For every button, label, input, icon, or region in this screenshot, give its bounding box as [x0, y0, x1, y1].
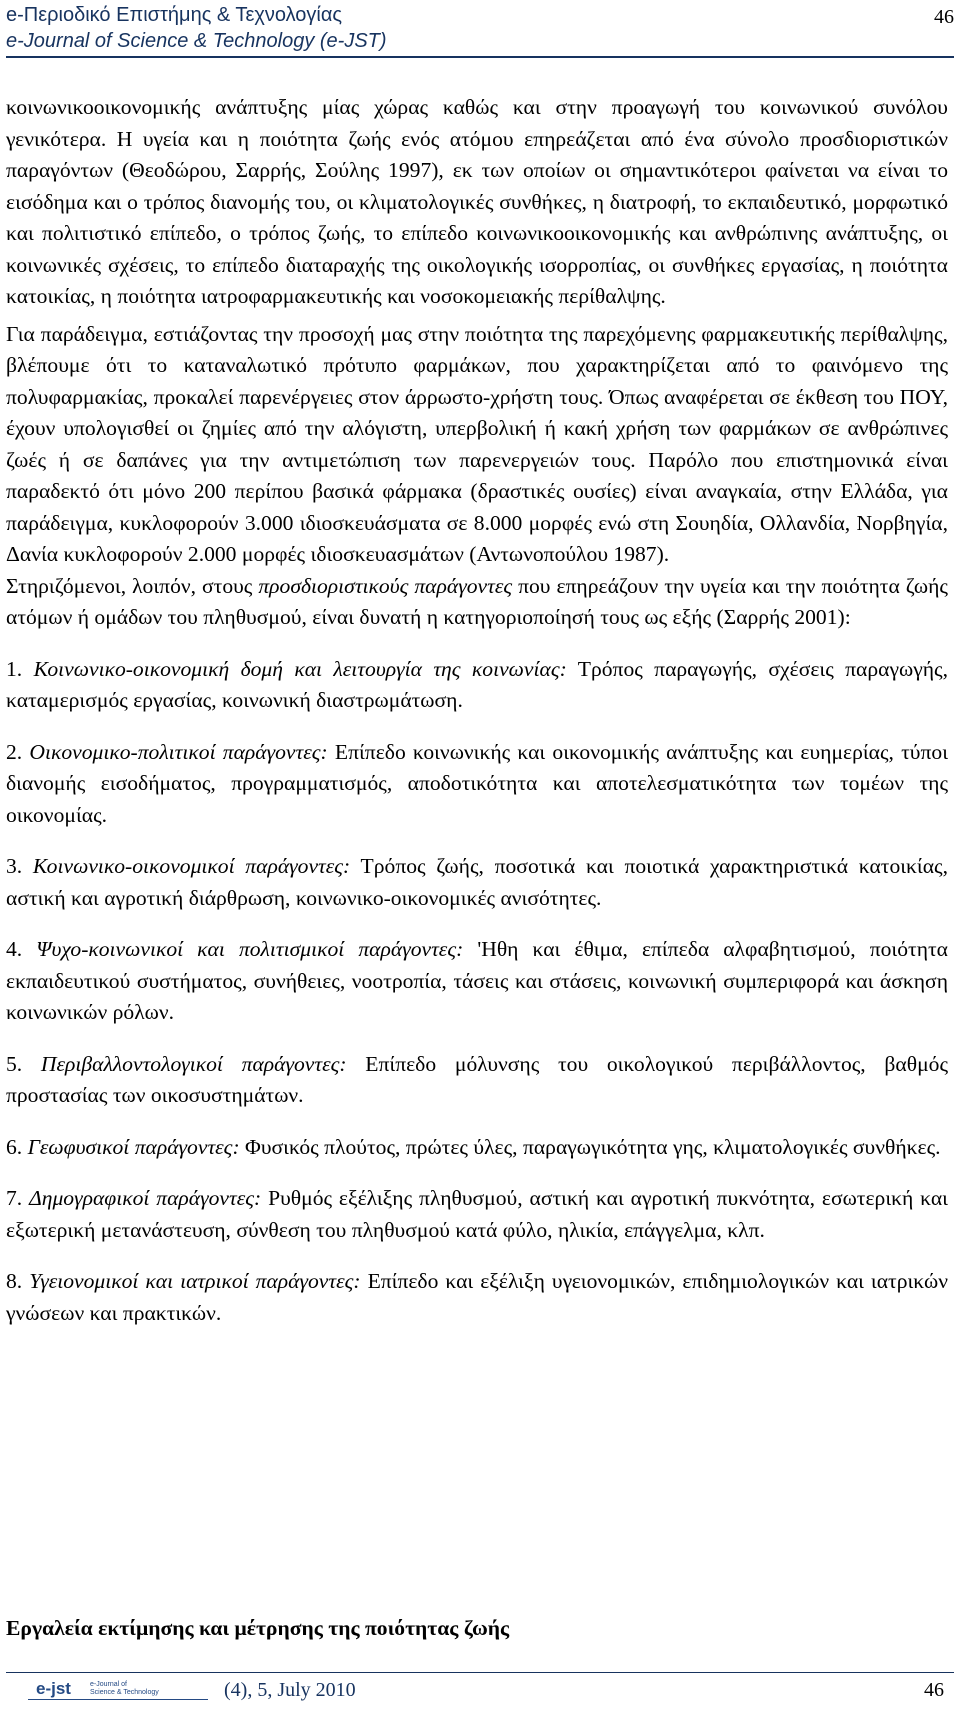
factor-number: 6. [6, 1134, 28, 1159]
factor-text: Τρόπος ζωής, ποσοτικά και ποιοτικά χαρακτηριστικά κατοικίας, αστική και αγροτική διάρθρωση, κοινωνικο-οικονομικές ανισότητες. [6, 854, 949, 910]
factor-heading: Οικονομικο-πολιτικοί παράγοντες: [29, 739, 328, 764]
factor-item-5 [6, 1049, 948, 1112]
intro-paragraph-2: Για παράδειγμα, εστιάζοντας την προσοχή μας στην ποιότητα της παρεχόμενης φαρμακευτικής περίθαλψης, βλέπουμε ότι το καταναλωτικό πρότυπο φαρμάκων, που χαρακτηρίζεται από το φαινόμενο της πολυφαρμακίας, προκαλεί παρενέργειες στον άρρωστο-χρήστη τους. Όπως αναφέρεται σε έκθεση του ΠΟΥ, έχουν υπολογισθεί οι ζημίες από την αλόγιστη, υπερβολική ή κακή χρήση των φαρμάκων σε ανθρώπινες ζωές ή σε δαπάνες για την αντιμετώπιση των παρενεργειών τους. Παρόλο που επιστημονικά είναι παραδεκτό ότι μόνο 200 περίπου βασικά φάρμακα (δραστικές ουσίες) είναι αναγκαία, στην Ελλάδα, για παράδειγμα, κυκλοφορούν 3.000 ιδιοσκευάσματα σε 8.000 μορφές ενώ στη Σουηδία, Ολλανδία, Νορβηγία, Δανία κυκλοφορούν 2.000 μορφές ιδιοσκευασμάτων (Αντωνοπούλου 1987). [6, 321, 948, 566]
intro-p3-text-before: Στηριζόμενοι, λοιπόν, στους [6, 573, 259, 598]
factor-number: 7. [6, 1186, 30, 1210]
header-page-number: 46 [934, 6, 954, 28]
factor-number: 4. [6, 937, 37, 961]
article-body [6, 92, 948, 1349]
factor-heading: Γεωφυσικοί παράγοντες: [27, 1134, 240, 1159]
logo-subtitle-line-2: Science & Technology [90, 1689, 159, 1696]
factor-item-6 [6, 1132, 948, 1164]
factor-text: Επίπεδο και εξέλιξη υγειονομικών, επιδημιολογικών και ιατρικών γνώσεων και πρακτικών. [6, 1269, 948, 1325]
factor-number: 3. [6, 854, 33, 878]
factor-text: Ρυθμός εξέλιξης πληθυσμού, αστική και αγροτική πυκνότητα, εσωτερική και εξωτερική μετανάστευση, σύνθεση του πληθυσμού κατά φύλο, ηλικία, επάγγελμα, κλπ. [6, 1186, 948, 1242]
section-heading: Εργαλεία εκτίμησης και μέτρησης της ποιότητας ζωής [6, 1616, 510, 1640]
logo-subtitle-line-1: e-Journal of [90, 1681, 127, 1688]
intro-paragraph-3 [6, 571, 948, 634]
factor-heading: Περιβαλλοντολογικοί παράγοντες: [40, 1051, 347, 1076]
factor-item-2 [6, 737, 948, 832]
intro-p3-text-after: που επηρεάζουν την υγεία και την ποιότητα ζωής ατόμων ή ομάδων του πληθυσμού, είναι δυνατή η κατηγοριοποίησή τους ως εξής (Σαρρής 2001): [6, 573, 948, 629]
factor-item-4 [6, 934, 948, 1029]
journal-title-english: e-Journal of Science & Technology (e-JST) [6, 30, 387, 52]
factor-text: Φυσικός πλούτος, πρώτες ύλες, παραγωγικότητα γης, κλιματολογικές συνθήκες. [239, 1134, 941, 1159]
factor-text: Τρόπος παραγωγής, σχέσεις παραγωγής, καταμερισμός εργασίας, κοινωνική διαστρωμάτωση. [6, 656, 948, 712]
factor-item-7 [6, 1183, 948, 1246]
factor-number: 2. [6, 739, 30, 764]
factor-text: Επίπεδο κοινωνικής και οικονομικής ανάπτυξης και ευημερίας, τύποι διανομής εισοδήματος, προγραμματισμός, αποδοτικότητα και αποτελεσματικότητα των τομέων της οικονομίας. [6, 739, 949, 827]
logo-wordmark: e-jst [36, 1679, 71, 1698]
factor-heading: Ψυχο-κοινωνικοί και πολιτισμικοί παράγοντες: [36, 937, 464, 961]
factor-number: 5. [6, 1051, 41, 1076]
factor-item-8 [6, 1266, 948, 1329]
intro-p3-emphasis: προσδιοριστικούς παράγοντες [258, 573, 513, 598]
issue-info: (4), 5, July 2010 [224, 1679, 356, 1701]
footer-page-number: 46 [924, 1679, 944, 1701]
factor-text: 'Ηθη και έθιμα, επίπεδα αλφαβητισμού, ποιότητα εκπαιδευτικού συστήματος, συνήθειες, νοοτροπία, τάσεις και στάσεις, κοινωνική συμπεριφορά και άσκηση κοινωνικών ρόλων. [6, 937, 948, 1024]
factor-text: Επίπεδο μόλυνσης του οικολογικού περιβάλλοντος, βαθμός προστασίας των οικοσυστημάτων. [6, 1051, 949, 1107]
intro-paragraph-1: κοινωνικοοικονομικής ανάπτυξης μίας χώρας καθώς και στην προαγωγή του κοινωνικού συνόλου γενικότερα. Η υγεία και η ποιότητα ζωής ενός ατόμου επηρεάζεται από ένα σύνολο προσδιοριστικών παραγόντων (Θεοδώρου, Σαρρής, Σούλης 1997), εκ των οποίων οι σημαντικότεροι φαίνεται να είναι το εισόδημα και ο τρόπος διανομής του, οι κλιματολογικές συνθήκες, η διατροφή, το εκπαιδευτικό, μορφωτικό και πολιτιστικό επίπεδο, ο τρόπος ζωής, το επίπεδο κοινωνικοοικονομικής και ανθρώπινης ανάπτυξης, οι κοινωνικές σχέσεις, το επίπεδο διαταραχής της οικολογικής ισορροπίας, οι συνθήκες εργασίας, η ποιότητα κατοικίας, η ποιότητα ιατροφαρμακευτικής και νοσοκομειακής περίθαλψης. [6, 95, 948, 308]
page-footer [6, 1672, 954, 1709]
journal-title-greek: e-Περιοδικό Επιστήμης & Τεχνολογίας [6, 4, 343, 26]
logo-swoosh-line [28, 1695, 208, 1700]
ejst-logo [28, 1679, 218, 1701]
factor-item-3 [6, 851, 948, 914]
factor-heading: Κοινωνικο-οικονομικοί παράγοντες: [32, 854, 351, 878]
page-header [6, 2, 954, 58]
factor-number: 1. [6, 656, 34, 681]
factor-heading: Κοινωνικο-οικονομική δομή και λειτουργία της κοινωνίας: [33, 656, 567, 681]
factor-heading: Δημογραφικοί παράγοντες: [29, 1186, 262, 1210]
factor-number: 8. [6, 1269, 30, 1293]
factor-heading: Υγειονομικοί και ιατρικοί παράγοντες: [29, 1269, 361, 1293]
factor-item-1 [6, 654, 948, 717]
